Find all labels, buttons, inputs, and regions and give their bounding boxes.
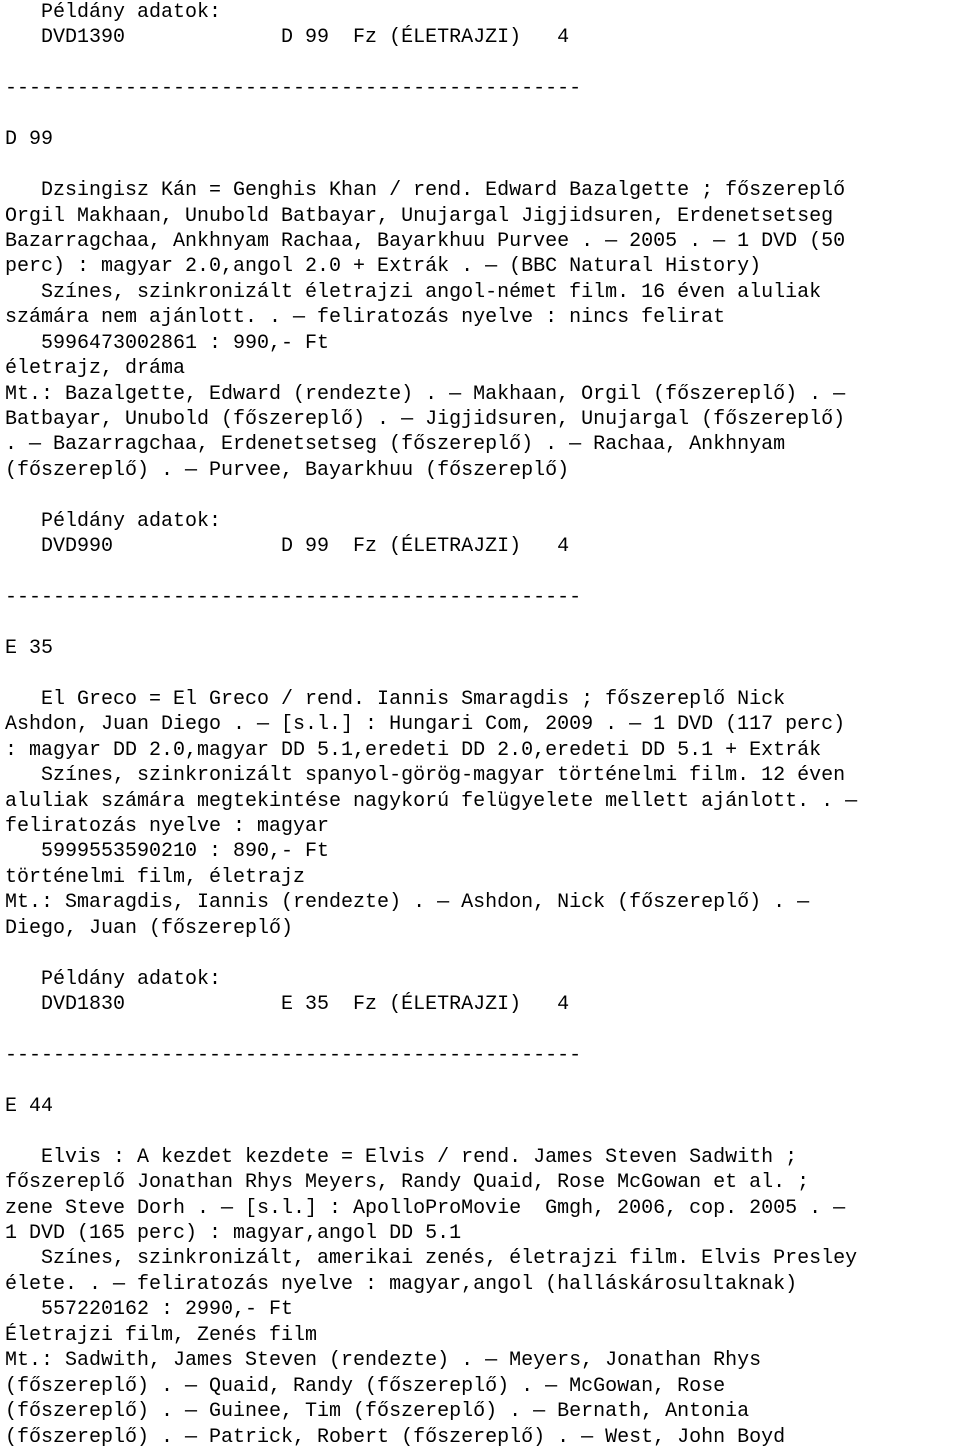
record-credits-line: (főszereplő) . — Patrick, Robert (főszereplő) . — West, John Boyd xyxy=(5,1425,786,1449)
record-subjects: történelmi film, életrajz xyxy=(5,865,306,889)
record-title-line: Dzsingisz Kán = Genghis Khan / rend. Edward Bazalgette ; főszereplő xyxy=(5,179,846,203)
record-credits-line: Diego, Juan (főszereplő) xyxy=(5,916,294,940)
blank-line xyxy=(5,1068,960,1093)
record-text-line: zene Steve Dorh . — [s.l.] : ApolloProMovie Gmgh, 2006, cop. 2005 . — xyxy=(5,1196,846,1220)
blank-line xyxy=(5,51,960,76)
record-separator: ------------------------------------------------ xyxy=(5,1043,582,1067)
record-note-line: Színes, szinkronizált, amerikai zenés, életrajzi film. Elvis Presley xyxy=(5,1247,858,1271)
record-subjects: Életrajzi film, Zenés film xyxy=(5,1323,318,1347)
record-text-line: főszereplő Jonathan Rhys Meyers, Randy Quaid, Rose McGowan et al. ; xyxy=(5,1171,810,1195)
record-text-line: Ashdon, Juan Diego . — [s.l.] : Hungari Com, 2009 . — 1 DVD (117 perc) xyxy=(5,713,846,737)
record-separator: ------------------------------------------------ xyxy=(5,77,582,101)
record-text-line: aluliak számára megtekintése nagykorú felügyelete mellett ajánlott. . — xyxy=(5,789,858,813)
record-text-line: élete. . — feliratozás nyelve : magyar,angol (halláskárosultaknak) xyxy=(5,1272,798,1296)
record-separator: ------------------------------------------------ xyxy=(5,586,582,610)
record-text-line: 1 DVD (165 perc) : magyar,angol DD 5.1 xyxy=(5,1222,462,1245)
record-credits-line: (főszereplő) . — Quaid, Randy (főszereplő) . — McGowan, Rose xyxy=(5,1374,726,1398)
record-text-line: számára nem ajánlott. . — feliratozás nyelve : nincs felirat xyxy=(5,306,726,330)
record-subjects: életrajz, dráma xyxy=(5,357,186,381)
record-note-line: Színes, szinkronizált spanyol-görög-magyar történelmi film. 12 éven xyxy=(5,764,846,788)
copy-data-heading: Példány adatok: xyxy=(5,1,222,24)
blank-line xyxy=(5,1018,960,1043)
copy-data-row: DVD990 D 99 Fz (ÉLETRAJZI) 4 xyxy=(5,535,570,559)
record-isbn-price: 5999553590210 : 890,- Ft xyxy=(5,840,330,864)
record-credits-line: Mt.: Bazalgette, Edward (rendezte) . — Makhaan, Orgil (főszereplő) . — xyxy=(5,382,846,406)
record-title-line: El Greco = El Greco / rend. Iannis Smaragdis ; főszereplő Nick xyxy=(5,687,786,711)
copy-data-row: DVD1390 D 99 Fz (ÉLETRAJZI) 4 xyxy=(5,26,570,50)
copy-data-row: DVD1830 E 35 Fz (ÉLETRAJZI) 4 xyxy=(5,993,570,1017)
copy-data-heading: Példány adatok: xyxy=(5,967,222,991)
shelf-mark: D 99 xyxy=(5,128,54,152)
shelf-mark: E 44 xyxy=(5,1094,54,1118)
record-credits-line: (főszereplő) . — Purvee, Bayarkhuu (főszereplő) xyxy=(5,458,570,482)
blank-line xyxy=(5,941,960,966)
record-title-line: Elvis : A kezdet kezdete = Elvis / rend. James Steven Sadwith ; xyxy=(5,1145,798,1169)
record-credits-line: Batbayar, Unubold (főszereplő) . — Jigjidsuren, Unujargal (főszereplő) xyxy=(5,408,846,431)
record-text-line: feliratozás nyelve : magyar xyxy=(5,815,330,838)
record-text-line: Bazarragchaa, Ankhnyam Rachaa, Bayarkhuu Purvee . — 2005 . — 1 DVD (50 xyxy=(5,229,846,253)
blank-line xyxy=(5,1119,960,1144)
record-isbn-price: 557220162 : 2990,- Ft xyxy=(5,1298,294,1322)
shelf-mark: E 35 xyxy=(5,636,54,660)
blank-line xyxy=(5,661,960,686)
record-text-line: perc) : magyar 2.0,angol 2.0 + Extrák . — (BBC Natural History) xyxy=(5,255,762,279)
record-credits-line: (főszereplő) . — Guinee, Tim (főszereplő) . — Bernath, Antonia xyxy=(5,1400,750,1424)
record-note-line: Színes, szinkronizált életrajzi angol-német film. 16 éven aluliak xyxy=(5,280,822,304)
blank-line xyxy=(5,102,960,127)
record-credits-line: Mt.: Smaragdis, Iannis (rendezte) . — Ashdon, Nick (főszereplő) . — xyxy=(5,891,810,915)
copy-data-heading: Példány adatok: xyxy=(5,509,222,533)
blank-line xyxy=(5,483,960,508)
catalog-document xyxy=(5,0,960,1450)
blank-line xyxy=(5,153,960,178)
blank-line xyxy=(5,560,960,585)
record-text-line: : magyar DD 2.0,magyar DD 5.1,eredeti DD 2.0,eredeti DD 5.1 + Extrák xyxy=(5,738,822,762)
blank-line xyxy=(5,611,960,636)
record-credits-line: . — Bazarragchaa, Erdenetsetseg (főszereplő) . — Rachaa, Ankhnyam xyxy=(5,433,786,457)
record-credits-line: Mt.: Sadwith, James Steven (rendezte) . — Meyers, Jonathan Rhys xyxy=(5,1349,762,1373)
record-isbn-price: 5996473002861 : 990,- Ft xyxy=(5,331,330,355)
record-text-line: Orgil Makhaan, Unubold Batbayar, Unujargal Jigjidsuren, Erdenetsetseg xyxy=(5,204,834,228)
